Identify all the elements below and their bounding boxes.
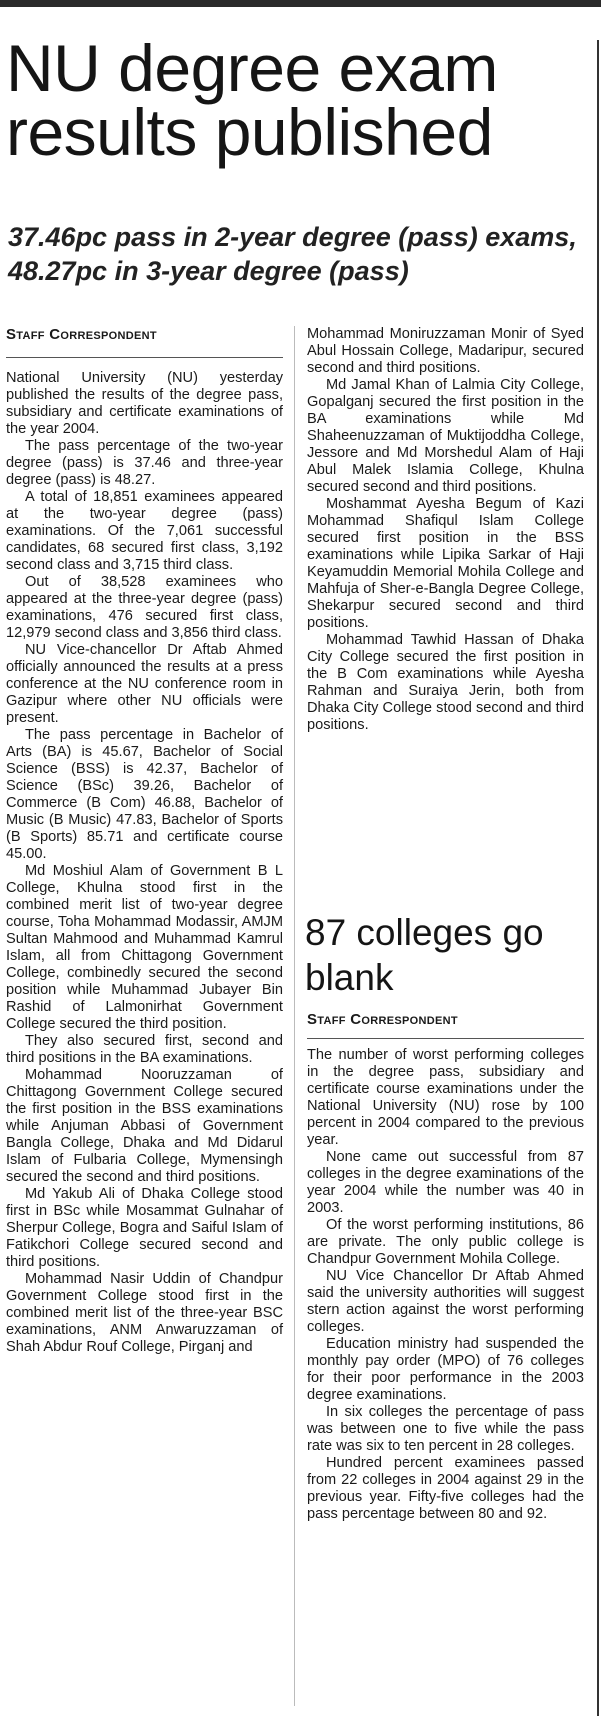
- paragraph: Mohammad Nooruzzaman of Chittagong Government College secured the first position in the BSS examinations while Anjuman Abbasi of Government Bangla College, Dhaka and Md Didarul Islam of Fulbaria College, Mymensingh secured the second and third positions.: [6, 1067, 283, 1185]
- paragraph: Hundred percent examinees passed from 22 colleges in 2004 against 29 in the previous year. Fifty-five colleges had the pass percentage between 80 and 92.: [307, 1455, 584, 1522]
- byline-rule: [6, 357, 283, 358]
- paragraph: Mohammad Tawhid Hassan of Dhaka City College secured the first position in the B Com examinations while Ayesha Rahman and Suraiya Jerin, both from Dhaka City College stood second and third positions.: [307, 632, 584, 733]
- paragraph: NU Vice-chancellor Dr Aftab Ahmed officially announced the results at a press conference at the NU conference room in Gazipur where other NU officials were present.: [6, 642, 283, 726]
- paragraph: In six colleges the percentage of pass was between one to five while the pass rate was six to ten percent in 28 colleges.: [307, 1404, 584, 1454]
- paragraph: The number of worst performing colleges in the degree pass, subsidiary and certificate course examinations under the National University (NU) rose by 100 percent in 2004 compared to the previous year.: [307, 1047, 584, 1148]
- column-divider: [294, 326, 295, 1706]
- paragraph: Mohammad Moniruzzaman Monir of Syed Abul Hossain College, Madaripur, secured second and third positions.: [307, 326, 584, 376]
- paragraph: A total of 18,851 examinees appeared at the two-year degree (pass) examinations. Of the 7,061 successful candidates, 68 secured first class, 3,192 second class and 3,715 third class.: [6, 489, 283, 573]
- paragraph: Out of 38,528 examinees who appeared at the three-year degree (pass) examinations, 476 secured first class, 12,979 second class and 3,856 third class.: [6, 574, 283, 641]
- right-border-rule: [597, 40, 599, 1716]
- right-column-continued: [307, 326, 584, 734]
- paragraph: Moshammat Ayesha Begum of Kazi Mohammad Shafiqul Islam College secured first position in the BSS examinations while Lipika Sarkar of Haji Keyamuddin Memorial Mohila College and Mahfuja of Sher-e-Bangla Degree College, Shekarpur secured second and third positions.: [307, 496, 584, 631]
- paragraph: NU Vice Chancellor Dr Aftab Ahmed said the university authorities will suggest stern action against the worst performing colleges.: [307, 1268, 584, 1335]
- sub-byline: Staff Correspondent: [307, 1011, 458, 1028]
- paragraph: Mohammad Nasir Uddin of Chandpur Government College stood first in the combined merit list of the three-year BSC examinations, ANM Anwaruzzaman of Shah Abdur Rouf College, Pirganj and: [6, 1271, 283, 1355]
- paragraph: Md Yakub Ali of Dhaka College stood first in BSc while Mosammat Gulnahar of Sherpur College, Bogra and Saiful Islam of Fatikchori College secured second and third positions.: [6, 1186, 283, 1270]
- paragraph: None came out successful from 87 colleges in the degree examinations of the year 2004 while the number was 40 in 2003.: [307, 1149, 584, 1216]
- byline: Staff Correspondent: [6, 326, 157, 343]
- paragraph: Md Moshiul Alam of Government B L College, Khulna stood first in the combined merit list of two-year degree course, Toha Mohammad Modassir, AMJM Sultan Mahmood and Muhammad Kamrul Islam, all from Chittagong Government College, combinedly secured the second position while Muhammad Jubayer Bin Rashid of Lalmonirhat Government College secured the third position.: [6, 863, 283, 1032]
- paragraph: Of the worst performing institutions, 86 are private. The only public college is Chandpur Government Mohila College.: [307, 1217, 584, 1267]
- paragraph: National University (NU) yesterday published the results of the degree pass, subsidiary and certificate examinations of the year 2004.: [6, 370, 283, 437]
- left-column: [6, 326, 283, 1356]
- article-headline: NU degree exam results published: [6, 31, 498, 169]
- paragraph: Md Jamal Khan of Lalmia City College, Gopalganj secured the first position in the BA examinations while Md Shaheenuzzaman of Muktijoddha College, Jessore and Md Morshedul Alam of Haji Abul Malek Islamia College, Khulna secured second and third positions.: [307, 377, 584, 495]
- top-rule: [0, 0, 601, 7]
- paragraph: They also secured first, second and third positions in the BA examinations.: [6, 1033, 283, 1066]
- sub-article-headline: 87 colleges go blank: [305, 912, 544, 998]
- sub-article-column: [307, 1011, 584, 1523]
- paragraph: The pass percentage in Bachelor of Arts (BA) is 45.67, Bachelor of Social Science (BSS) is 42.37, Bachelor of Science (BSc) 39.26, Bachelor of Commerce (B Com) 46.88, Bachelor of Music (B Music) 47.83, Bachelor of Sports (B Sports) 85.71 and certificate course 45.00.: [6, 727, 283, 862]
- paragraph: The pass percentage of the two-year degree (pass) is 37.46 and three-year degree (pass) is 48.27.: [6, 438, 283, 488]
- article-subhead: 37.46pc pass in 2-year degree (pass) exams, 48.27pc in 3-year degree (pass): [8, 222, 577, 286]
- sub-byline-rule: [307, 1038, 584, 1039]
- paragraph: Education ministry had suspended the monthly pay order (MPO) of 76 colleges for their poor performance in the 2003 degree examinations.: [307, 1336, 584, 1403]
